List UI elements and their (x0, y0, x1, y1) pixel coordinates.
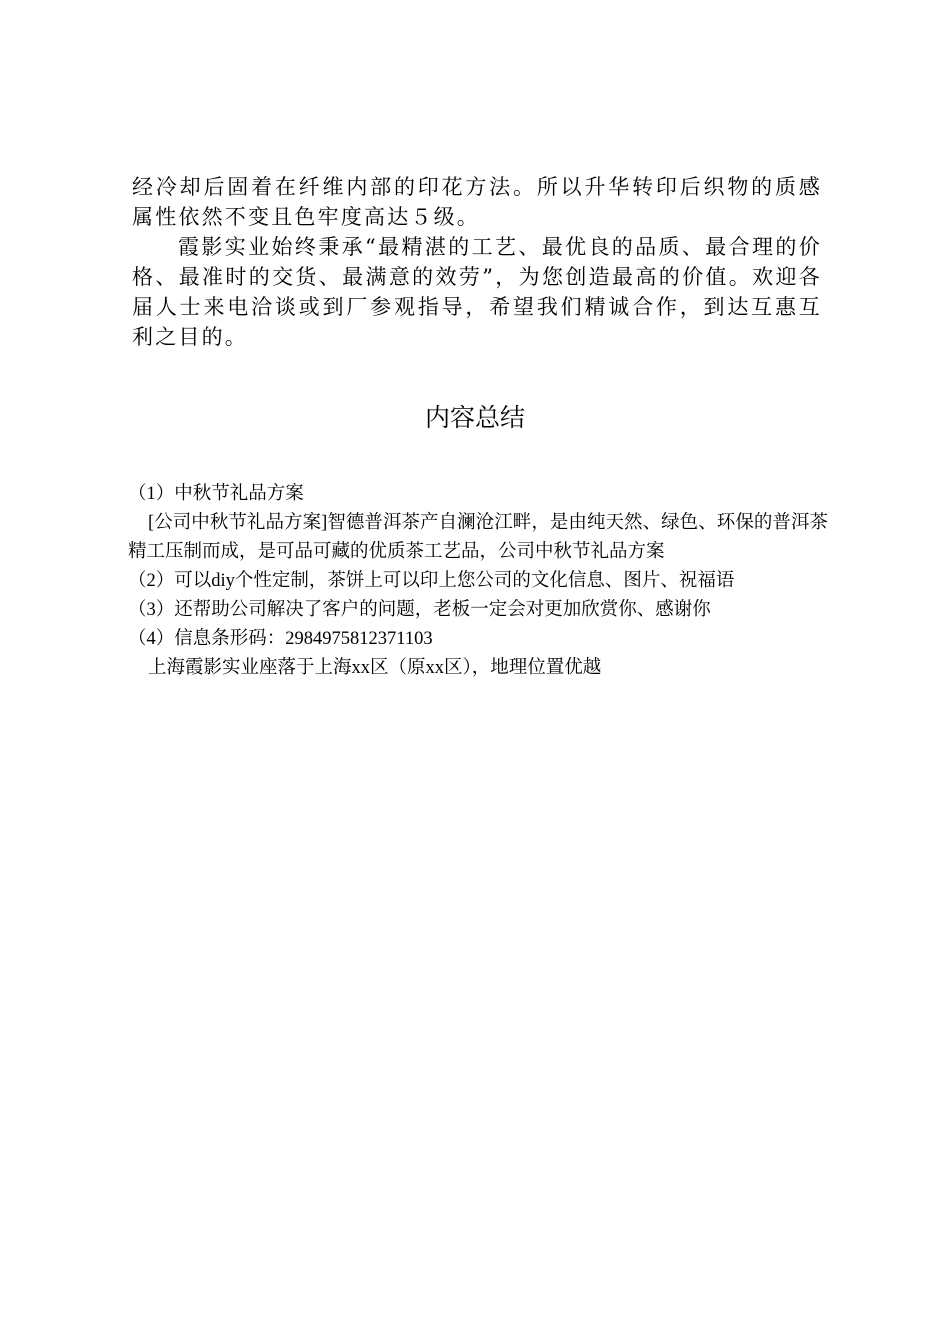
summary-closing: 上海霞影实业座落于上海xx区（原xx区），地理位置优越 (148, 658, 602, 678)
summary-item-2: （2）可以diy个性定制，茶饼上可以印上您公司的文化信息、图片、祝福语 (128, 571, 735, 591)
summary-list (128, 480, 828, 683)
paragraph-company-commitment: 霞影实业始终秉承“最精湛的工艺、最优良的品质、最合理的价格、最准时的交货、最满意的效劳”，为您创造最高的价值。欢迎各届人士来电洽谈或到厂参观指导，希望我们精诚合作，到达互惠互利之目的。 (132, 235, 822, 349)
summary-heading: 内容总结 (424, 403, 525, 432)
paragraph-printing-method: 经冷却后固着在纤维内部的印花方法。所以升华转印后织物的质感属性依然不变且色牢度高达５级。 (132, 175, 822, 229)
summary-item-1-detail: [公司中秋节礼品方案]智德普洱茶产自澜沧江畔，是由纯天然、绿色、环保的普洱茶精工压制而成，是可品可藏的优质茶工艺品，公司中秋节礼品方案 (128, 513, 828, 562)
summary-item-1: （1）中秋节礼品方案 (128, 484, 304, 504)
body-text (132, 172, 822, 352)
summary-item-3: （3）还帮助公司解决了客户的问题，老板一定会对更加欣赏你、感谢你 (128, 600, 711, 620)
summary-item-4: （4）信息条形码：2984975812371103 (128, 629, 433, 649)
